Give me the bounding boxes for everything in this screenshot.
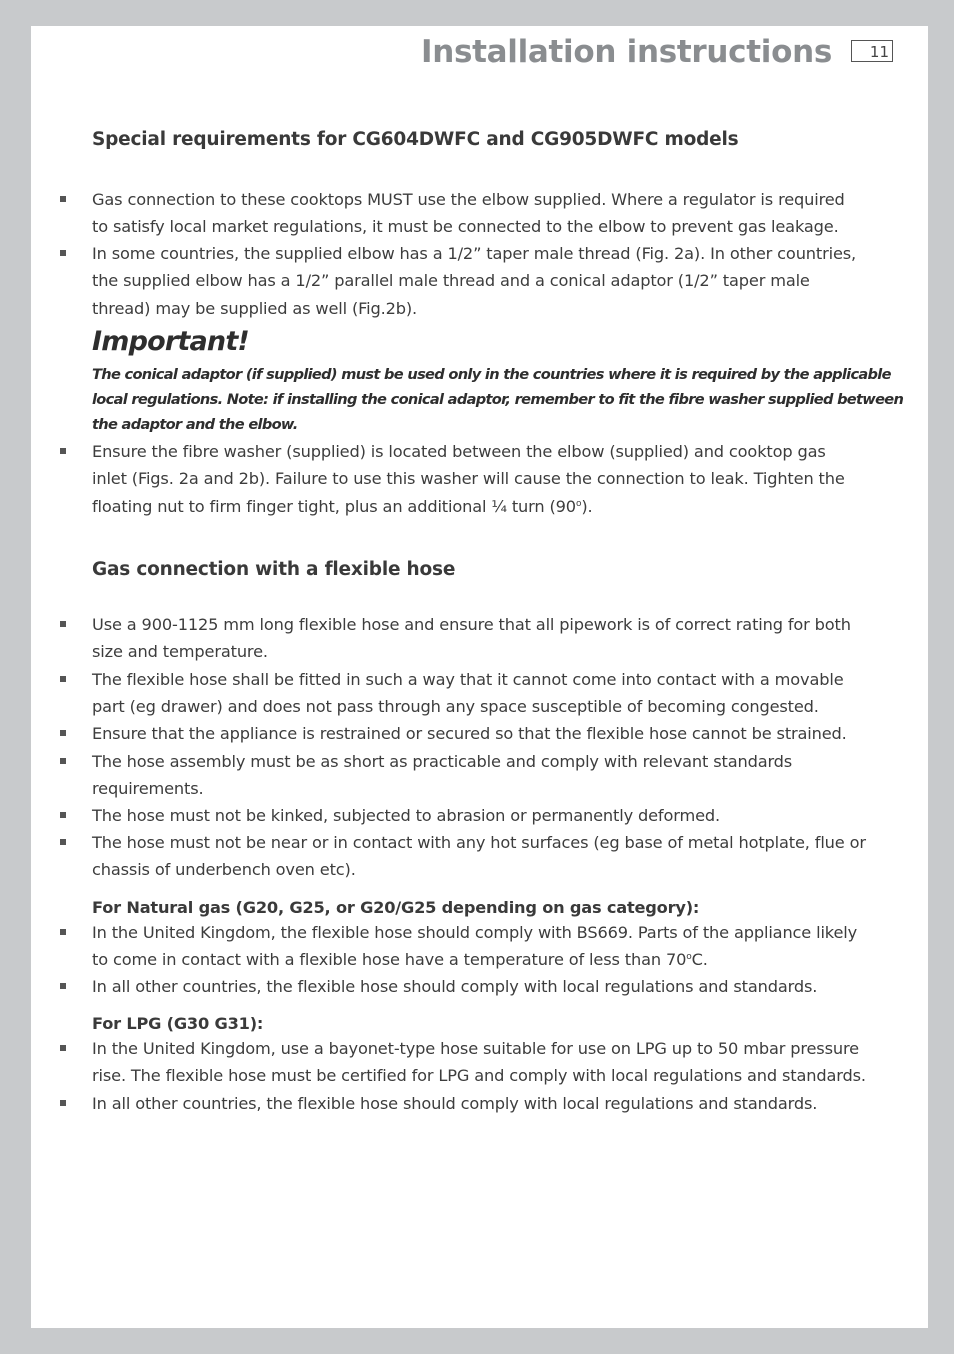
bullet-square-icon: [60, 1100, 66, 1106]
list-item: [92, 1035, 897, 1090]
important-note-line: local regulations. Note: if installing the conical adaptor, remember to fit the fibre washer supplied between: [92, 391, 904, 408]
bullet-square-icon: [60, 839, 66, 845]
list-item: [92, 973, 897, 1000]
list-item: [92, 829, 897, 884]
subheading-natural-gas: For Natural gas (G20, G25, or G20/G25 depending on gas category):: [92, 898, 700, 917]
list-item-line: Use a 900-1125 mm long flexible hose and ensure that all pipework is of correct rating for both: [92, 615, 851, 634]
document-page: [31, 26, 928, 1328]
list-item: [92, 438, 897, 520]
list-item-line: In some countries, the supplied elbow has a 1/2” taper male thread (Fig. 2a). In other countries,: [92, 244, 857, 263]
list-item-line: The flexible hose shall be fitted in such a way that it cannot come into contact with a movable: [92, 670, 844, 689]
important-heading: Important!: [92, 326, 249, 357]
list-item-line: requirements.: [92, 779, 204, 799]
list-item: [92, 1090, 897, 1117]
list-item-line: In all other countries, the flexible hose should comply with local regulations and standards.: [92, 1094, 818, 1113]
bullet-square-icon: [60, 676, 66, 682]
section-heading-flexible-hose: Gas connection with a flexible hose: [92, 559, 456, 580]
bullet-square-icon: [60, 812, 66, 818]
list-item-line: The hose must not be kinked, subjected to abrasion or permanently deformed.: [92, 806, 721, 825]
list-item: [92, 802, 897, 829]
text-fragment: C.: [691, 950, 708, 970]
list-item-line: Ensure the fibre washer (supplied) is located between the elbow (supplied) and cooktop gas: [92, 442, 826, 461]
list-item-line: part (eg drawer) and does not pass through any space susceptible of becoming congested.: [92, 697, 819, 717]
list-item-line: thread) may be supplied as well (Fig.2b).: [92, 298, 418, 318]
list-item-line: the supplied elbow has a 1/2” parallel male thread and a conical adaptor (1/2” taper male: [92, 271, 810, 291]
list-item: [92, 919, 897, 974]
list-item-line: In all other countries, the flexible hose should comply with local regulations and standards.: [92, 977, 818, 996]
list-item-line: [92, 493, 897, 520]
bullet-square-icon: [60, 1045, 66, 1051]
list-item-line: [92, 946, 897, 973]
list-item: [92, 720, 897, 747]
list-item-line: The hose assembly must be as short as practicable and comply with relevant standards: [92, 752, 793, 771]
page-number: 11: [851, 40, 893, 62]
bullet-square-icon: [60, 196, 66, 202]
bullet-square-icon: [60, 758, 66, 764]
list-item: [92, 666, 897, 721]
section-heading-special-requirements: Special requirements for CG604DWFC and CG905DWFC models: [92, 129, 739, 150]
list-item-line: Ensure that the appliance is restrained or secured so that the flexible hose cannot be strained.: [92, 724, 847, 743]
list-item: [92, 611, 897, 666]
list-item-line: inlet (Figs. 2a and 2b). Failure to use this washer will cause the connection to leak. Tighten the: [92, 469, 845, 489]
list-item-line: The hose must not be near or in contact with any hot surfaces (eg base of metal hotplate, flue or: [92, 833, 866, 852]
degree-superscript: o: [575, 498, 582, 509]
list-item: [92, 748, 897, 803]
bullet-square-icon: [60, 621, 66, 627]
list-item-line: In the United Kingdom, use a bayonet-type hose suitable for use on LPG up to 50 mbar pressure: [92, 1039, 859, 1058]
text-fragment: ).: [581, 496, 593, 516]
bullet-square-icon: [60, 730, 66, 736]
list-item-line: to satisfy local market regulations, it must be connected to the elbow to prevent gas leakage.: [92, 217, 839, 237]
subheading-lpg: For LPG (G30 G31):: [92, 1014, 264, 1033]
important-note: [92, 362, 902, 437]
bullet-square-icon: [60, 929, 66, 935]
degree-superscript: o: [686, 952, 692, 963]
important-note-line: The conical adaptor (if supplied) must be used only in the countries where it is required by the applicable: [92, 366, 891, 383]
text-fragment: to come in contact with a flexible hose have a temperature of less than 70: [92, 950, 687, 970]
list-item-line: In the United Kingdom, the flexible hose should comply with BS669. Parts of the appliance likely: [92, 923, 858, 942]
list-item: [92, 186, 897, 241]
bullet-square-icon: [60, 983, 66, 989]
bullet-square-icon: [60, 250, 66, 256]
list-item-line: chassis of underbench oven etc).: [92, 860, 356, 880]
page-header-title: Installation instructions: [420, 34, 832, 70]
list-item-line: rise. The flexible hose must be certified for LPG and comply with local regulations and standards.: [92, 1066, 866, 1086]
important-note-line: the adaptor and the elbow.: [92, 416, 298, 433]
text-fragment: floating nut to firm finger tight, plus an additional ¼ turn (90: [92, 496, 576, 516]
list-item: [92, 240, 897, 322]
list-item-line: Gas connection to these cooktops MUST use the elbow supplied. Where a regulator is required: [92, 190, 845, 209]
list-item-line: size and temperature.: [92, 642, 268, 662]
bullet-square-icon: [60, 448, 66, 454]
